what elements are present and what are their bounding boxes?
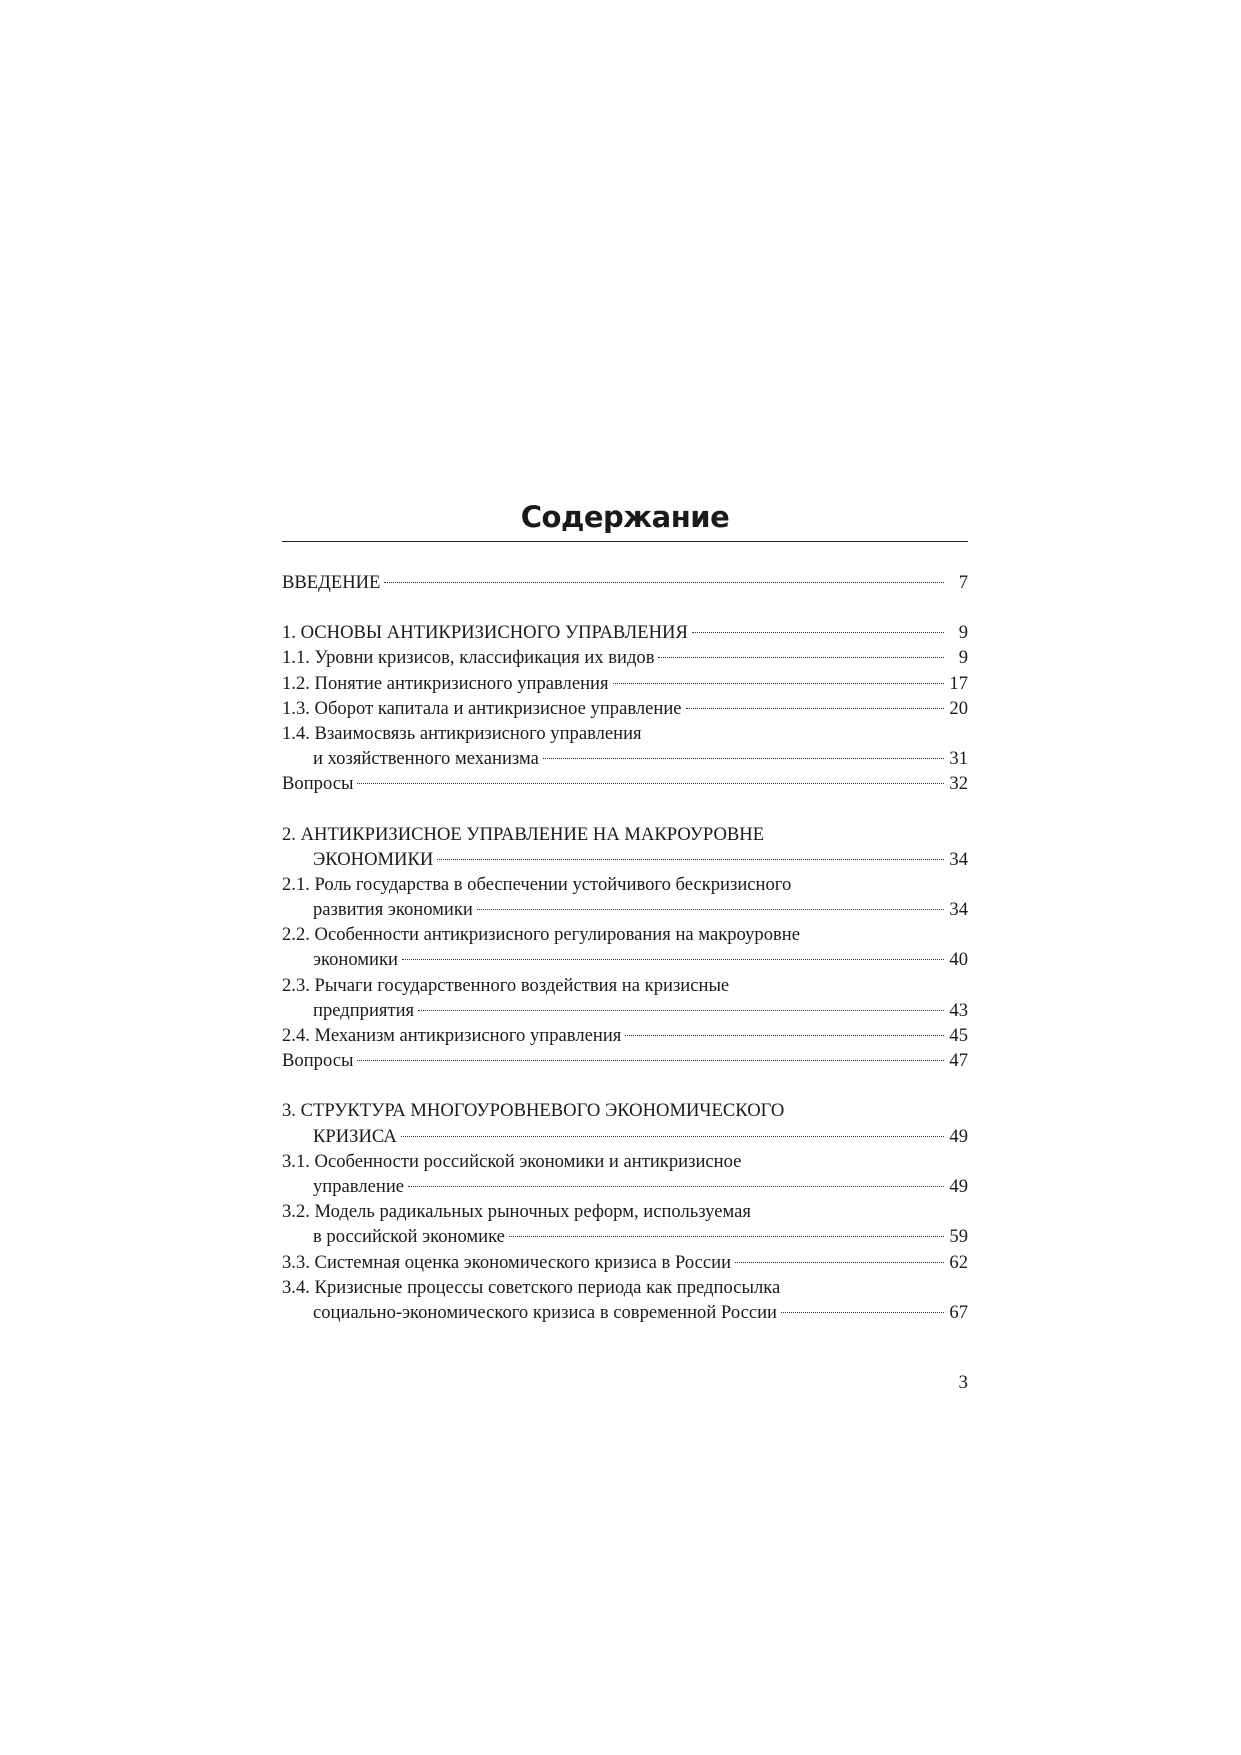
entry-page: 59: [949, 1226, 968, 1248]
entry-label-line1: 2.3. Рычаги государственного воздействия на кризисные: [282, 974, 730, 996]
entry-label-line2: управление: [313, 1175, 405, 1197]
entry-page: 7: [958, 572, 968, 593]
entry-label: Вопросы: [282, 1050, 354, 1072]
toc-entry-chapter-2[interactable]: [282, 822, 968, 872]
entry-label: 1.2. Понятие антикризисного управления: [282, 672, 609, 694]
entry-label: 1.1. Уровни кризисов, классификация их видов: [282, 647, 655, 669]
dot-leader: [509, 1236, 944, 1237]
entry-page: 17: [949, 672, 968, 694]
dot-leader: [357, 1060, 944, 1061]
dot-leader: [401, 1136, 944, 1137]
dot-leader: [477, 909, 944, 910]
toc-entry-section-1-4[interactable]: [282, 721, 968, 771]
entry-page: 49: [949, 1125, 968, 1147]
dot-leader: [402, 959, 944, 960]
toc-entry-chapter-1[interactable]: [282, 620, 968, 645]
entry-page: 43: [949, 999, 968, 1021]
entry-page: 9: [958, 622, 968, 644]
entry-label-line1: 3.4. Кризисные процессы советского периода как предпосылка: [282, 1276, 781, 1298]
entry-page: 49: [949, 1175, 968, 1197]
dot-leader: [692, 632, 944, 633]
toc-entry-section-2-4[interactable]: [282, 1023, 968, 1048]
entry-page: 34: [949, 848, 968, 870]
dot-leader: [686, 708, 944, 709]
dot-leader: [418, 1010, 944, 1011]
entry-label-line1: 2.1. Роль государства в обеспечении устойчивого бескризисного: [282, 873, 792, 895]
dot-leader: [408, 1186, 944, 1187]
toc-entry-chapter-3[interactable]: [282, 1098, 968, 1148]
title-rule: [282, 541, 968, 542]
dot-leader: [658, 657, 944, 658]
entry-page: 62: [949, 1251, 968, 1273]
entry-label-line2: предприятия: [313, 999, 415, 1021]
toc-entry-section-3-3[interactable]: [282, 1250, 968, 1275]
entry-label-line1: 1.4. Взаимосвязь антикризисного управления: [282, 722, 642, 744]
toc-title: Содержание: [520, 500, 730, 534]
toc-entry-section-3-2[interactable]: [282, 1199, 968, 1249]
entry-label: 1. ОСНОВЫ АНТИКРИЗИСНОГО УПРАВЛЕНИЯ: [282, 622, 688, 644]
entry-label-line2: социально-экономического кризиса в современной России: [313, 1301, 777, 1323]
toc-entry-section-3-4[interactable]: [282, 1275, 968, 1325]
dot-leader: [613, 683, 944, 684]
toc-entry-section-3-1[interactable]: [282, 1149, 968, 1199]
entry-label: 2.4. Механизм антикризисного управления: [282, 1025, 622, 1046]
toc-entry-section-2-2[interactable]: [282, 922, 968, 972]
page-number: 3: [958, 1372, 968, 1393]
entry-label-line2: в российской экономике: [313, 1226, 505, 1248]
entry-page: 47: [949, 1050, 968, 1072]
entry-label-line1: 2. АНТИКРИЗИСНОЕ УПРАВЛЕНИЕ НА МАКРОУРОВНЕ: [282, 823, 765, 845]
entry-label-line1: 2.2. Особенности антикризисного регулирования на макроуровне: [282, 924, 800, 946]
entry-label-line2: ЭКОНОМИКИ: [313, 848, 434, 870]
entry-label-line2: и хозяйственного механизма: [313, 748, 539, 770]
toc-entry-section-1-1[interactable]: [282, 645, 968, 670]
toc-entry-section-2-1[interactable]: [282, 872, 968, 922]
toc-entry-questions-1[interactable]: [282, 771, 968, 796]
entry-page: 32: [949, 773, 968, 795]
entry-label: ВВЕДЕНИЕ: [282, 572, 381, 593]
entry-page: 40: [949, 949, 968, 971]
entry-page: 67: [949, 1301, 968, 1323]
toc-entry-section-2-3[interactable]: [282, 973, 968, 1023]
entry-page: 31: [949, 748, 968, 770]
entry-label: 1.3. Оборот капитала и антикризисное управление: [282, 697, 682, 719]
entry-page: 20: [949, 697, 968, 719]
entry-label-line1: 3. СТРУКТУРА МНОГОУРОВНЕВОГО ЭКОНОМИЧЕСКОГО: [282, 1100, 785, 1122]
dot-leader: [437, 859, 944, 860]
toc-entry-section-1-2[interactable]: [282, 671, 968, 696]
entry-label-line1: 3.2. Модель радикальных рыночных реформ, используемая: [282, 1201, 751, 1223]
entry-label-line2: развития экономики: [313, 899, 473, 921]
entry-label-line2: КРИЗИСА: [313, 1125, 397, 1147]
entry-label-line2: экономики: [313, 949, 398, 971]
dot-leader: [543, 758, 944, 759]
dot-leader: [384, 582, 944, 583]
toc-entry-questions-2[interactable]: [282, 1048, 968, 1073]
toc-body: [282, 570, 968, 1325]
dot-leader: [781, 1312, 944, 1313]
entry-label: 3.3. Системная оценка экономического кризиса в России: [282, 1251, 732, 1273]
dot-leader: [625, 1035, 944, 1036]
table-of-contents: [282, 498, 968, 1325]
toc-entry-introduction[interactable]: [282, 570, 968, 595]
dot-leader: [357, 783, 944, 784]
entry-page: 34: [949, 899, 968, 921]
dot-leader: [735, 1262, 944, 1263]
toc-entry-section-1-3[interactable]: [282, 696, 968, 721]
entry-page: 9: [958, 647, 968, 669]
entry-page: 45: [949, 1025, 968, 1046]
entry-label: Вопросы: [282, 773, 354, 795]
entry-label-line1: 3.1. Особенности российской экономики и антикризисное: [282, 1150, 742, 1172]
